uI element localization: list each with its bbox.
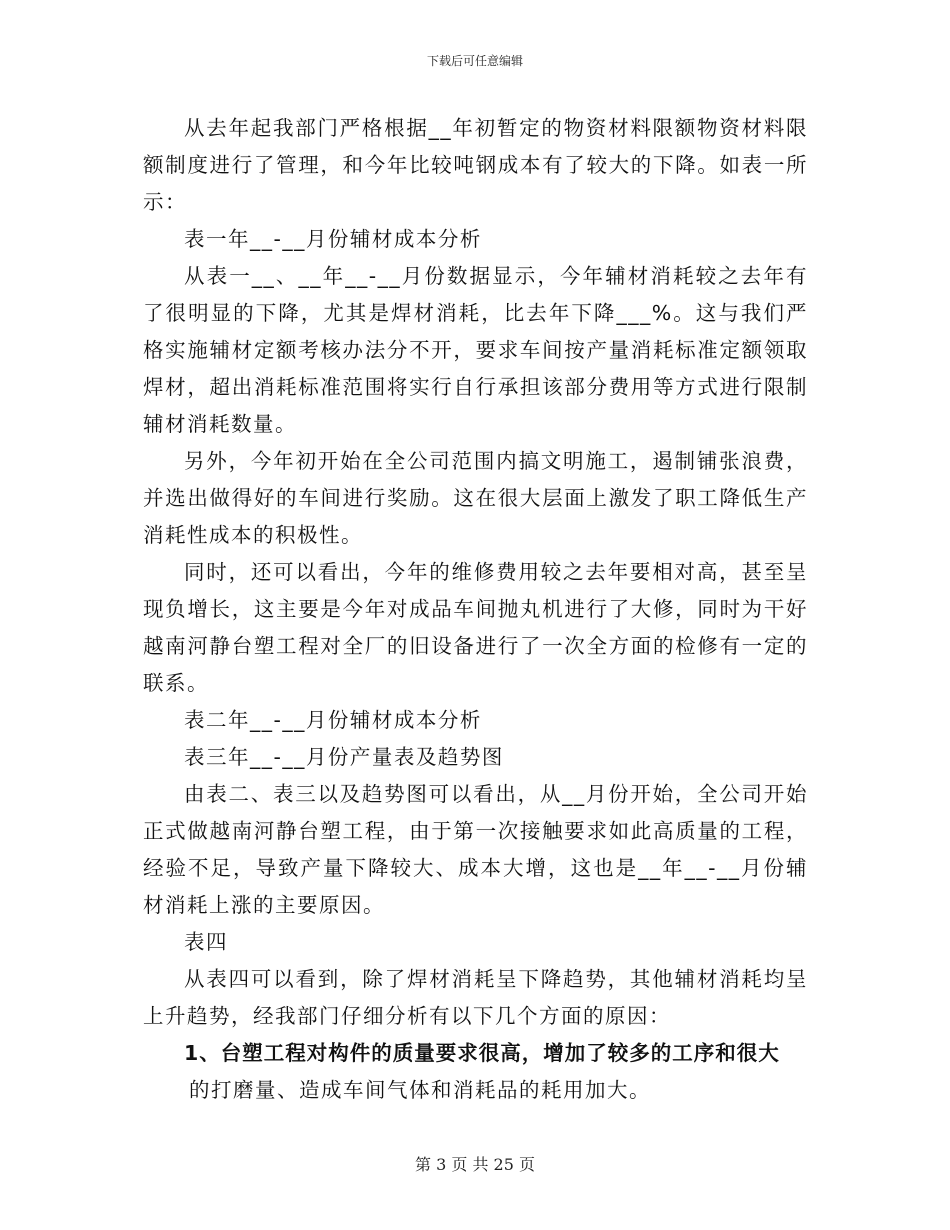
paragraph-3: 另外，今年初开始在全公司范围内搞文明施工，遏制铺张浪费，并选出做得好的车间进行奖励。这在很大层面上激发了职工降低生产消耗性成本的积极性。: [143, 449, 808, 547]
list-item-1-continuation: 的打磨量、造成车间气体和消耗品的耗用加大。: [189, 1078, 651, 1102]
page-footer: 第 3 页 共 25 页: [415, 1155, 535, 1174]
table-caption-4: 表四: [184, 930, 228, 954]
paragraph-5: 由表二、表三以及趋势图可以看出，从__月份开始，全公司开始正式做越南河静台塑工程，由于第一次接触要求如此高质量的工程，经验不足，导致产量下降较大、成本大增，这也是__年__-__月份辅材消耗上涨的主要原因。: [143, 782, 808, 917]
paragraph-4: 同时，还可以看出，今年的维修费用较之去年要相对高，甚至呈现负增长，这主要是今年对成品车间抛丸机进行了大修，同时为干好越南河静台塑工程对全厂的旧设备进行了一次全方面的检修有一定的联系。: [143, 560, 808, 695]
table-caption-1: 表一年__-__月份辅材成本分析: [184, 227, 482, 251]
paragraph-1: 从去年起我部门严格根据__年初暂定的物资材料限额物资材料限额制度进行了管理，和今年比较吨钢成本有了较大的下降。如表一所示：: [143, 116, 808, 214]
paragraph-2: 从表一__、__年__-__月份数据显示，今年辅材消耗较之去年有了很明显的下降，尤其是焊材消耗，比去年下降___%。这与我们严格实施辅材定额考核办法分不开，要求车间按产量消耗标准定额领取焊材，超出消耗标准范围将实行自行承担该部分费用等方式进行限制辅材消耗数量。: [143, 264, 808, 436]
list-item-1-heading: 1、台塑工程对构件的质量要求很高，增加了较多的工序和很大: [184, 1041, 780, 1065]
paragraph-6: 从表四可以看到，除了焊材消耗呈下降趋势，其他辅材消耗均呈上升趋势，经我部门仔细分析有以下几个方面的原因：: [143, 967, 808, 1028]
page-header: 下载后可任意编辑: [426, 54, 523, 68]
document-body: [143, 110, 808, 1109]
table-caption-2: 表二年__-__月份辅材成本分析: [184, 708, 482, 732]
table-caption-3: 表三年__-__月份产量表及趋势图: [184, 745, 504, 769]
